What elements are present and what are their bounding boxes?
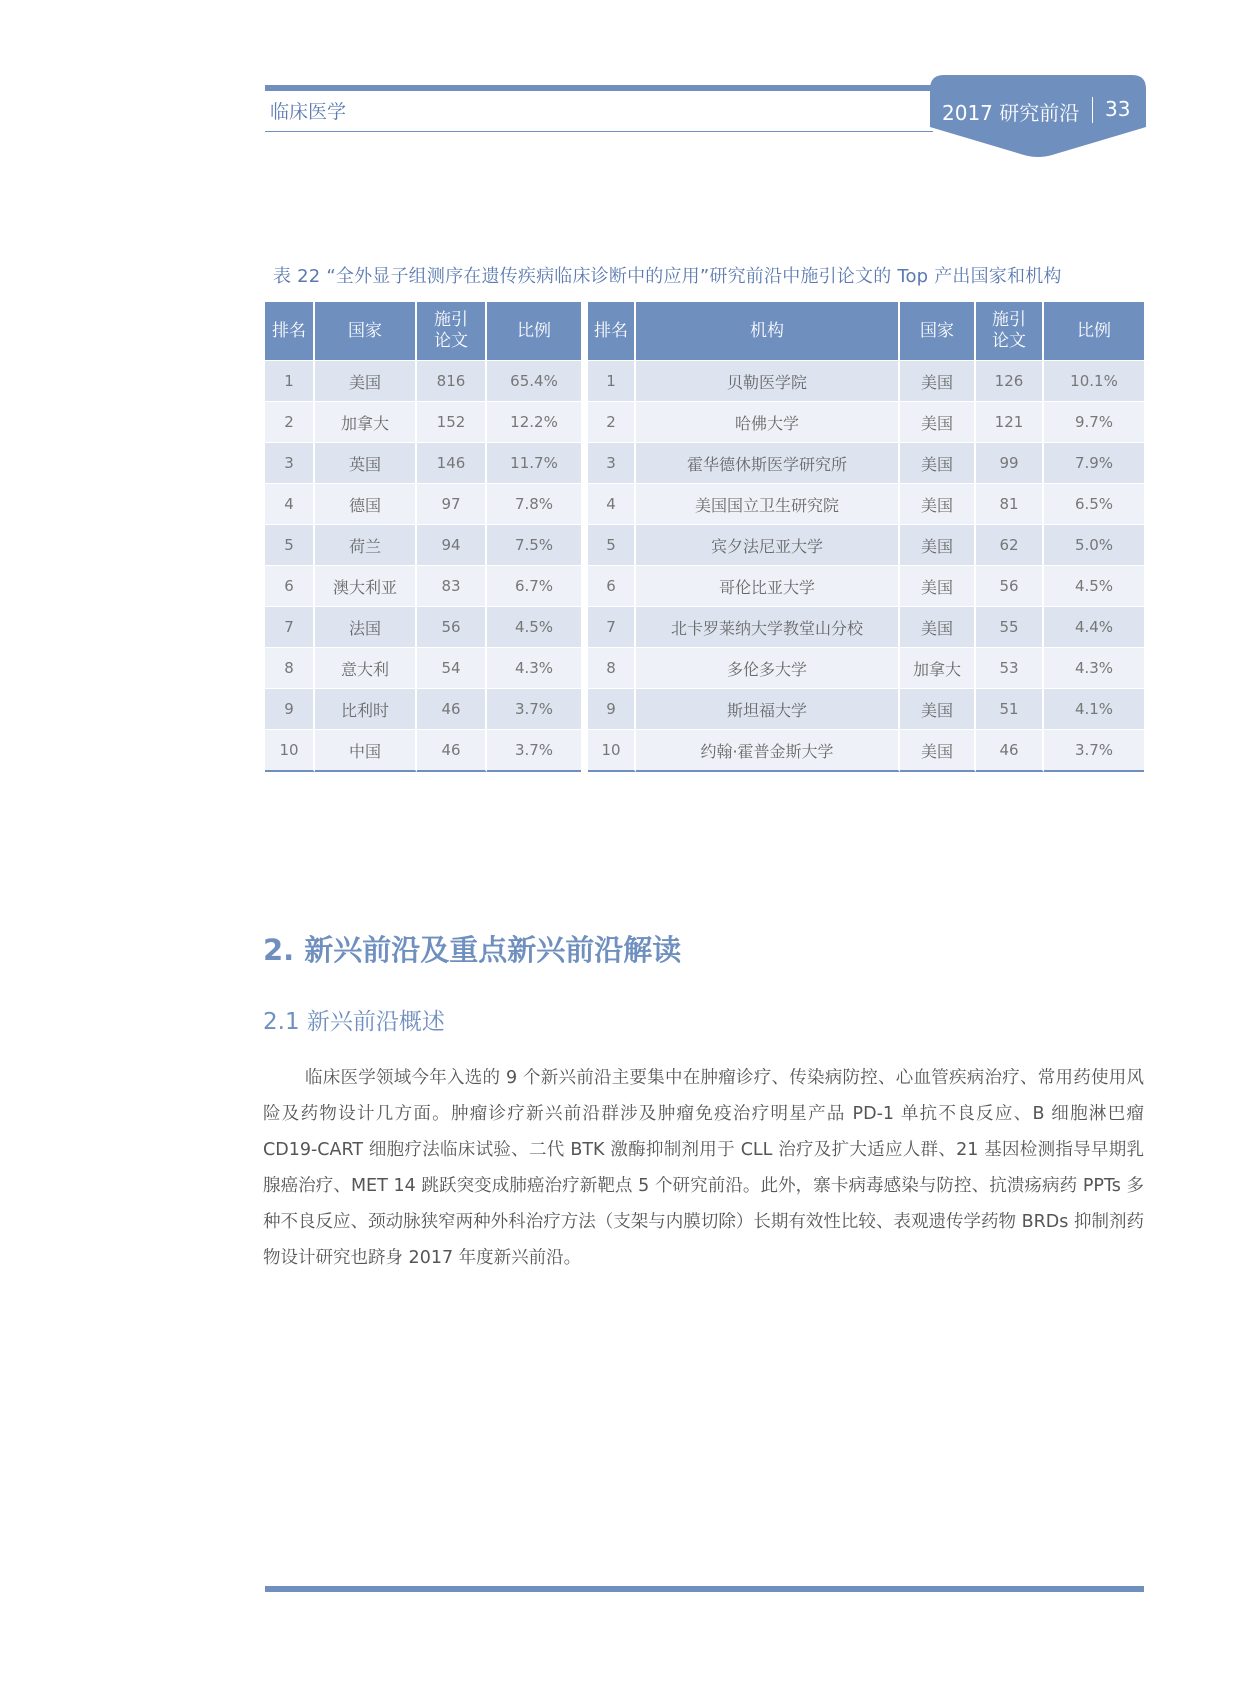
table-row (265, 688, 581, 729)
rank-cell: 2 (588, 401, 636, 442)
papers-cell: 54 (417, 647, 487, 688)
papers-cell: 46 (417, 688, 487, 729)
rank-cell: 10 (265, 729, 315, 772)
ratio-cell: 7.8% (487, 483, 581, 524)
header-ratio: 比例 (487, 302, 581, 360)
ratio-cell: 4.5% (487, 606, 581, 647)
country-table (265, 302, 581, 772)
ratio-cell: 4.3% (487, 647, 581, 688)
country-cell: 英国 (315, 442, 417, 483)
ratio-cell: 4.1% (1044, 688, 1144, 729)
table-row (588, 401, 1144, 442)
table-row (588, 360, 1144, 401)
table-row (588, 565, 1144, 606)
institution-cell: 霍华德休斯医学研究所 (636, 442, 900, 483)
badge-separator (1092, 97, 1093, 123)
institution-table (588, 302, 1144, 772)
header-papers (976, 302, 1044, 360)
rank-cell: 5 (265, 524, 315, 565)
papers-cell: 62 (976, 524, 1044, 565)
ratio-cell: 11.7% (487, 442, 581, 483)
table-row (265, 401, 581, 442)
rank-cell: 3 (265, 442, 315, 483)
institution-table-header (588, 302, 1144, 360)
ratio-cell: 5.0% (1044, 524, 1144, 565)
country-cell: 加拿大 (315, 401, 417, 442)
rank-cell: 10 (588, 729, 636, 772)
ratio-cell: 4.4% (1044, 606, 1144, 647)
paragraph: 临床医学领域今年入选的 9 个新兴前沿主要集中在肿瘤诊疗、传染病防控、心血管疾病治疗、常用药使用风险及药物设计几方面。肿瘤诊疗新兴前沿群涉及肿瘤免疫治疗明星产品 PD-1 单抗不良反应、B 细胞淋巴瘤 CD19-CART 细胞疗法临床试验、二代 BTK 激酶抑制剂用于 CLL 治疗及扩大适应人群、21 基因检测指导早期乳腺癌治疗、MET 14 跳跃突变成肺癌治疗新靶点 5 个研究前沿。此外，寨卡病毒感染与防控、抗溃疡病药 PPTs 多种不良反应、颈动脉狭窄两种外科治疗方法（支架与内膜切除）长期有效性比较、表观遗传学药物 BRDs 抑制剂药物设计研究也跻身 2017 年度新兴前沿。 (263, 1068, 1144, 1268)
table-row (588, 483, 1144, 524)
page-number: 33 (1105, 97, 1131, 121)
rank-cell: 4 (588, 483, 636, 524)
ratio-cell: 65.4% (487, 360, 581, 401)
papers-cell: 53 (976, 647, 1044, 688)
country-table-header (265, 302, 581, 360)
ratio-cell: 3.7% (487, 729, 581, 772)
rank-cell: 6 (265, 565, 315, 606)
country-cell: 荷兰 (315, 524, 417, 565)
table-row (265, 360, 581, 401)
badge-title: 2017 研究前沿 (942, 101, 1080, 125)
header-rule-thin (265, 131, 933, 132)
papers-cell: 126 (976, 360, 1044, 401)
table-row (588, 442, 1144, 483)
ratio-cell: 6.5% (1044, 483, 1144, 524)
papers-cell: 46 (976, 729, 1044, 772)
table-caption: 表 22 “全外显子组测序在遗传疾病临床诊断中的应用”研究前沿中施引论文的 Top 产出国家和机构 (273, 266, 1062, 287)
country-cell: 美国 (900, 524, 976, 565)
country-cell: 美国 (900, 483, 976, 524)
ratio-cell: 3.7% (1044, 729, 1144, 772)
table-row (265, 606, 581, 647)
header-rank: 排名 (265, 302, 315, 360)
header-rank: 排名 (588, 302, 636, 360)
ratio-cell: 9.7% (1044, 401, 1144, 442)
country-cell: 德国 (315, 483, 417, 524)
rank-cell: 9 (588, 688, 636, 729)
ratio-cell: 3.7% (487, 688, 581, 729)
country-cell: 美国 (900, 565, 976, 606)
rank-cell: 4 (265, 483, 315, 524)
country-cell: 美国 (900, 442, 976, 483)
ratio-cell: 4.5% (1044, 565, 1144, 606)
table-row (265, 524, 581, 565)
rank-cell: 9 (265, 688, 315, 729)
country-cell: 比利时 (315, 688, 417, 729)
table-row (265, 442, 581, 483)
header-country: 国家 (315, 302, 417, 360)
header-papers-label: 施引论文 (992, 310, 1026, 351)
running-title: 临床医学 (270, 101, 347, 123)
country-cell: 美国 (900, 360, 976, 401)
section-subheading: 2.1 新兴前沿概述 (263, 1009, 445, 1035)
table-row (265, 565, 581, 606)
rank-cell: 1 (588, 360, 636, 401)
header-rule (265, 85, 933, 91)
rank-cell: 1 (265, 360, 315, 401)
footer-rule (265, 1586, 1144, 1592)
table-row (588, 688, 1144, 729)
table-row (588, 729, 1144, 772)
rank-cell: 7 (265, 606, 315, 647)
papers-cell: 56 (417, 606, 487, 647)
table-row (588, 606, 1144, 647)
country-cell: 美国 (900, 688, 976, 729)
institution-cell: 美国国立卫生研究院 (636, 483, 900, 524)
country-cell: 加拿大 (900, 647, 976, 688)
institution-cell: 宾夕法尼亚大学 (636, 524, 900, 565)
header-institution: 机构 (636, 302, 900, 360)
country-cell: 美国 (900, 729, 976, 772)
papers-cell: 83 (417, 565, 487, 606)
page-badge (930, 75, 1146, 169)
institution-cell: 贝勒医学院 (636, 360, 900, 401)
papers-cell: 146 (417, 442, 487, 483)
country-cell: 法国 (315, 606, 417, 647)
rank-cell: 2 (265, 401, 315, 442)
rank-cell: 3 (588, 442, 636, 483)
header-papers-label: 施引论文 (434, 310, 468, 351)
papers-cell: 55 (976, 606, 1044, 647)
institution-cell: 多伦多大学 (636, 647, 900, 688)
papers-cell: 121 (976, 401, 1044, 442)
papers-cell: 94 (417, 524, 487, 565)
papers-cell: 97 (417, 483, 487, 524)
rank-cell: 7 (588, 606, 636, 647)
ratio-cell: 7.9% (1044, 442, 1144, 483)
body-text (263, 1060, 1144, 1276)
ratio-cell: 4.3% (1044, 647, 1144, 688)
table-row (265, 647, 581, 688)
table-row (588, 647, 1144, 688)
country-cell: 中国 (315, 729, 417, 772)
country-cell: 美国 (315, 360, 417, 401)
papers-cell: 51 (976, 688, 1044, 729)
institution-cell: 哥伦比亚大学 (636, 565, 900, 606)
country-cell: 美国 (900, 401, 976, 442)
papers-cell: 99 (976, 442, 1044, 483)
institution-cell: 哈佛大学 (636, 401, 900, 442)
papers-cell: 46 (417, 729, 487, 772)
header-papers (417, 302, 487, 360)
header-ratio: 比例 (1044, 302, 1144, 360)
ratio-cell: 10.1% (1044, 360, 1144, 401)
papers-cell: 152 (417, 401, 487, 442)
table-row (588, 524, 1144, 565)
ratio-cell: 7.5% (487, 524, 581, 565)
country-cell: 意大利 (315, 647, 417, 688)
papers-cell: 56 (976, 565, 1044, 606)
ratio-cell: 6.7% (487, 565, 581, 606)
ratio-cell: 12.2% (487, 401, 581, 442)
institution-cell: 北卡罗莱纳大学教堂山分校 (636, 606, 900, 647)
papers-cell: 816 (417, 360, 487, 401)
rank-cell: 5 (588, 524, 636, 565)
country-cell: 美国 (900, 606, 976, 647)
rank-cell: 8 (265, 647, 315, 688)
rank-cell: 8 (588, 647, 636, 688)
institution-cell: 约翰·霍普金斯大学 (636, 729, 900, 772)
header-country: 国家 (900, 302, 976, 360)
section-heading: 2. 新兴前沿及重点新兴前沿解读 (263, 933, 682, 967)
table-row (265, 483, 581, 524)
country-cell: 澳大利亚 (315, 565, 417, 606)
table-row (265, 729, 581, 772)
rank-cell: 6 (588, 565, 636, 606)
papers-cell: 81 (976, 483, 1044, 524)
institution-cell: 斯坦福大学 (636, 688, 900, 729)
